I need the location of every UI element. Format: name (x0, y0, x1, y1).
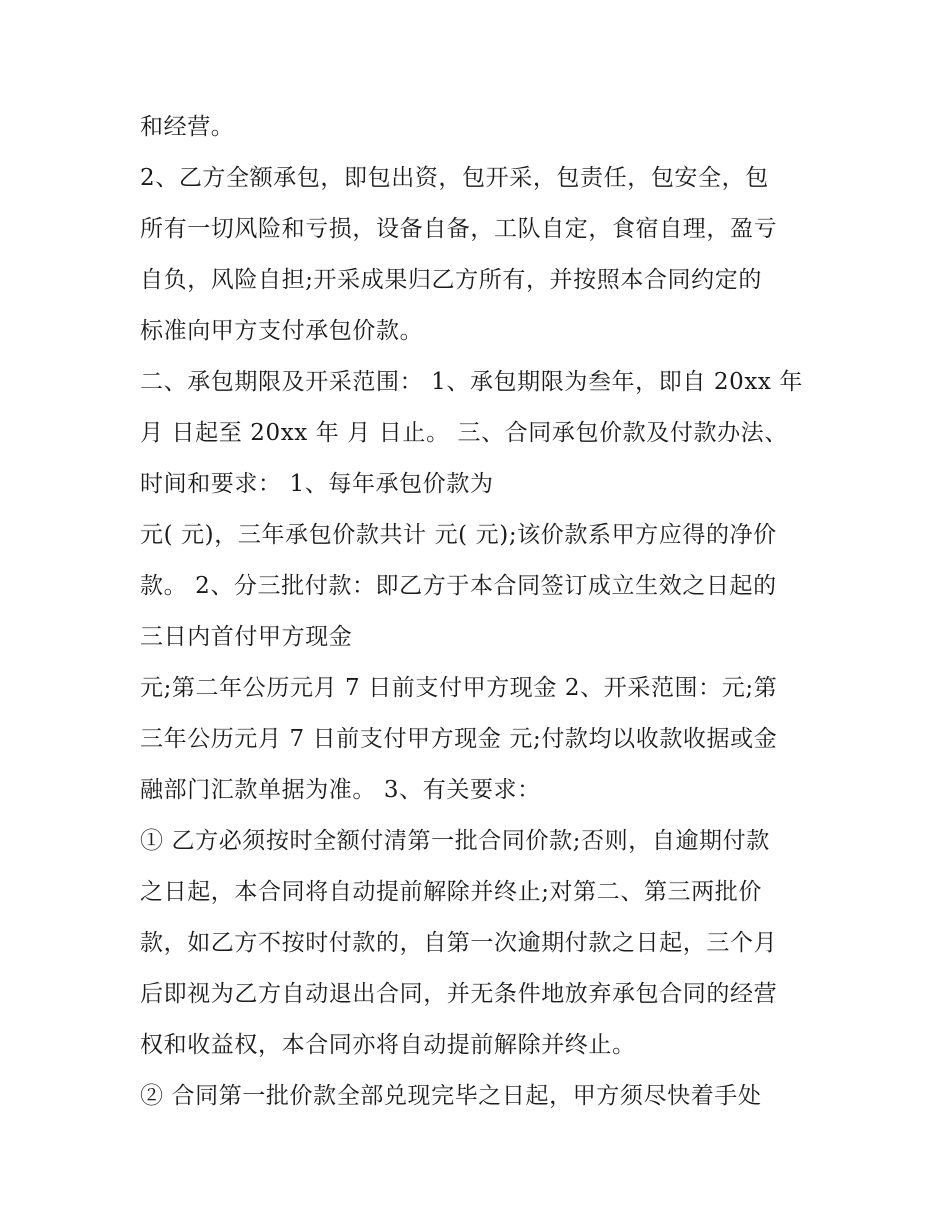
text-line: 和经营。 (140, 114, 235, 140)
text-line: 二、承包期限及开采范围： 1、承包期限为叁年，即自 20xx 年 (140, 369, 803, 395)
text-line: 时间和要求： 1、每年承包价款为 (140, 471, 494, 497)
text-line: 后即视为乙方自动退出合同，并无条件地放弃承包合同的经营 (140, 981, 778, 1007)
text-line: 标准向甲方支付承包价款。 (140, 318, 424, 344)
text-line: 权和收益权，本合同亦将自动提前解除并终止。 (140, 1032, 636, 1058)
text-line: 月 日起至 20xx 年 月 日止。 三、合同承包价款及付款办法、 (140, 420, 788, 446)
text-line: 融部门汇款单据为准。 3、有关要求： (140, 777, 541, 803)
text-line: 自负，风险自担;开采成果归乙方所有，并按照本合同约定的 (140, 267, 762, 293)
text-line: ① 乙方必须按时全额付清第一批合同价款;否则，自逾期付款 (140, 828, 770, 854)
text-line: 所有一切风险和亏损，设备自备，工队自定，食宿自理，盈亏 (140, 216, 778, 242)
text-line: 款。 2、分三批付款：即乙方于本合同签订成立生效之日起的 (140, 573, 777, 599)
text-line: 三年公历元月 7 日前支付甲方现金 元;付款均以收款收据或金 (140, 726, 778, 752)
text-line: ② 合同第一批价款全部兑现完毕之日起，甲方须尽快着手处 (140, 1083, 762, 1109)
text-line: 三日内首付甲方现金 (140, 624, 353, 650)
text-line: 款，如乙方不按时付款的，自第一次逾期付款之日起，三个月 (140, 930, 778, 956)
text-line: 元( 元)，三年承包价款共计 元( 元);该价款系甲方应得的净价 (140, 522, 777, 548)
text-line: 2、乙方全额承包，即包出资，包开采，包责任，包安全，包 (140, 165, 769, 191)
text-line: 元;第二年公历元月 7 日前支付甲方现金 2、开采范围：元;第 (140, 675, 778, 701)
text-line: 之日起，本合同将自动提前解除并终止;对第二、第三两批价 (140, 879, 762, 905)
